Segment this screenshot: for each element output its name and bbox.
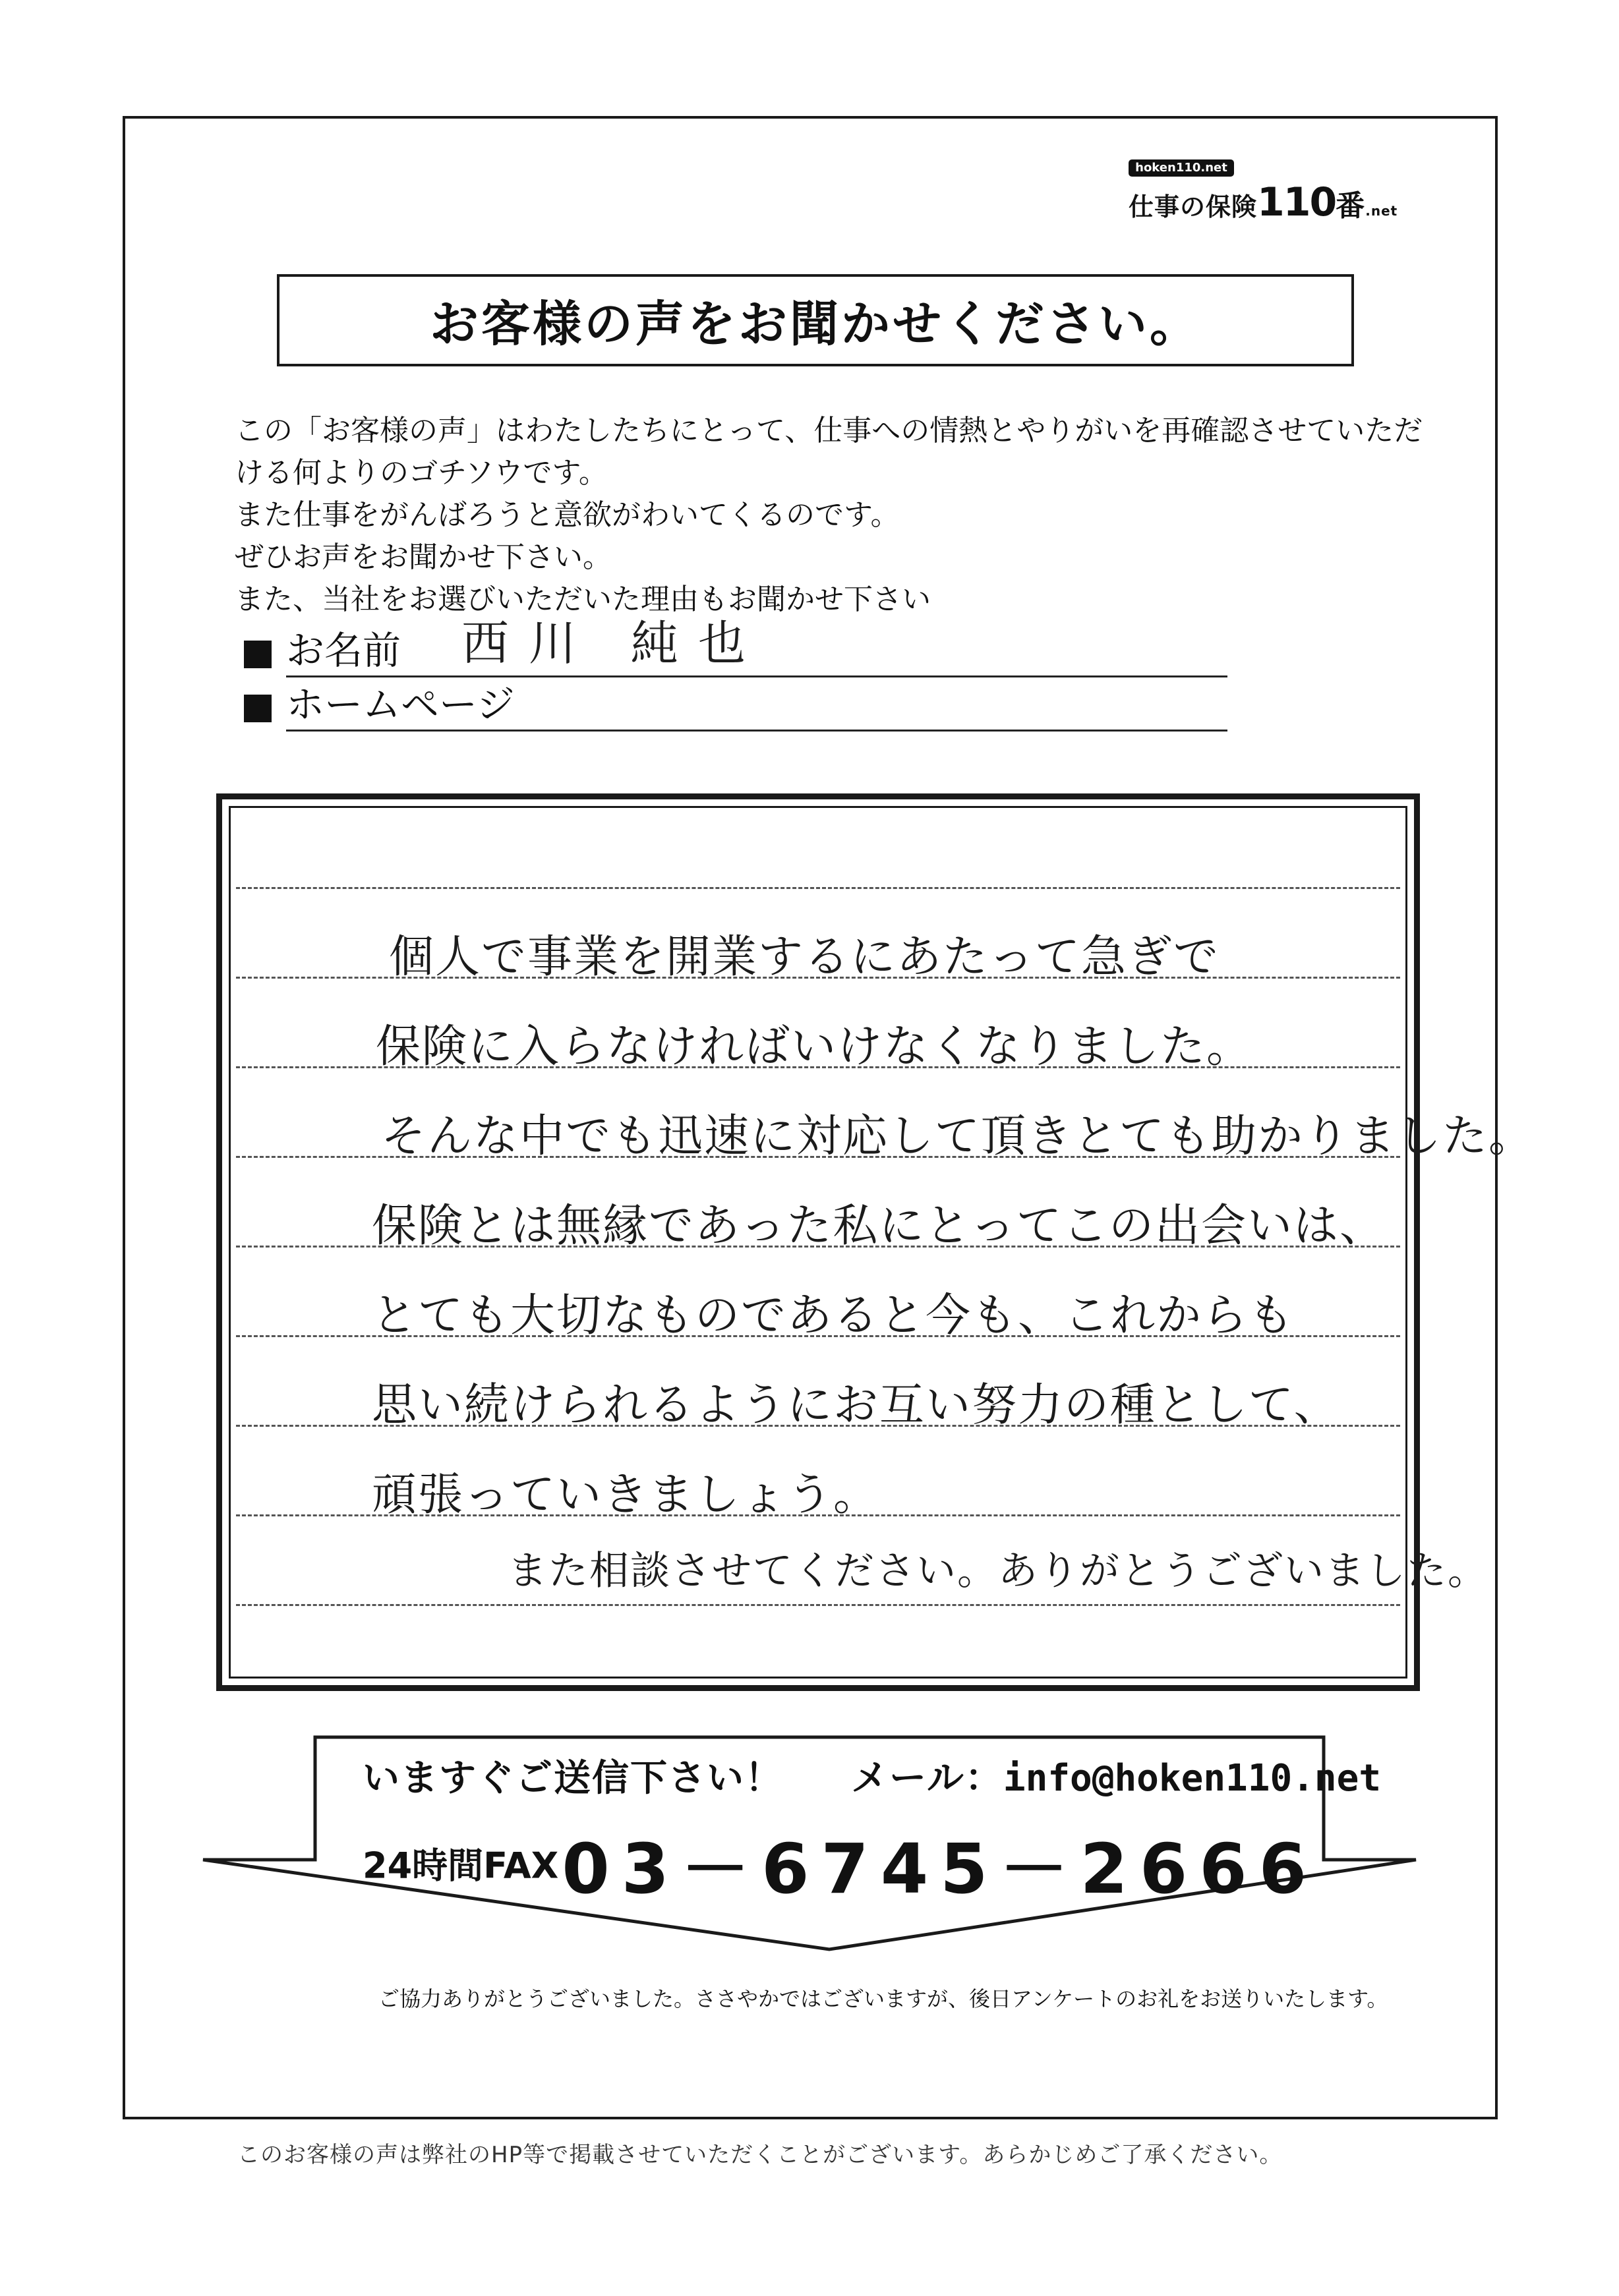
message-line: 保険に入らなければいけなくなりました。 — [376, 1021, 1253, 1073]
banner-line-fax — [363, 1814, 1318, 1912]
logo-main-text: 仕事の保険 — [1129, 192, 1258, 221]
contact-banner — [196, 1735, 1436, 1955]
intro-line: この「お客様の声」はわたしたちにとって、仕事への情熱とやりがいを再確認させていただ — [235, 414, 1423, 447]
logo-text — [1129, 179, 1398, 225]
logo-number: 110 — [1257, 179, 1336, 225]
message-line: 思い続けられるようにお互い努力の種として、 — [372, 1379, 1340, 1431]
logo-suffix: 番 — [1336, 189, 1366, 223]
message-inner-border — [229, 806, 1535, 1679]
ruled-line — [236, 1604, 1400, 1606]
homepage-label: ホームページ — [286, 682, 515, 727]
banner-line-email — [363, 1749, 1381, 1802]
name-label: お名前 — [286, 628, 401, 673]
bullet-square-icon — [244, 641, 272, 668]
message-line: 保険とは無縁であった私にとってこの出会いは、 — [372, 1200, 1386, 1252]
fax-label: 24時間FAX — [363, 1845, 559, 1887]
message-line: とても大切なものであると今も、これからも — [372, 1290, 1295, 1342]
ruled-line — [236, 887, 1400, 889]
message-box[interactable] — [216, 793, 1535, 1691]
intro-line: また仕事をがんばろうと意欲がわいてくるのです。 — [235, 498, 900, 532]
page-title: お客様の声をお聞かせください。 — [277, 274, 1354, 366]
fax-number[interactable]: 03－6745－2666 — [562, 1829, 1318, 1909]
name-value: 西川 純也 — [461, 616, 765, 671]
name-field[interactable] — [244, 616, 1227, 677]
homepage-field[interactable] — [244, 676, 1227, 732]
logo-net: .net — [1365, 203, 1398, 219]
homepage-underline — [286, 730, 1227, 732]
intro-text — [235, 410, 1423, 621]
company-logo — [1129, 159, 1427, 225]
message-line: 個人で事業を開業するにあたって急ぎで — [389, 931, 1220, 983]
bullet-square-icon — [244, 695, 272, 722]
intro-line: また、当社をお選びいただいた理由もお聞かせ下さい — [235, 583, 931, 616]
message-line: また相談させてください。ありがとうございました。 — [508, 1548, 1488, 1594]
message-line: 頑張っていきましょう。 — [372, 1469, 880, 1521]
message-line: そんな中でも迅速に対応して頂きとても助かりました。 — [381, 1110, 1535, 1162]
footer-note: このお客様の声は弊社のHP等で掲載させていただくことがございます。あらかじめご了承ください。 — [237, 2142, 1283, 2168]
mail-label: メール： — [851, 1757, 1003, 1800]
logo-domain: hoken110.net — [1129, 159, 1234, 177]
send-now-text: いますぐご送信下さい！ — [363, 1757, 783, 1800]
thanks-note: ご協力ありがとうございました。ささやかではございますが、後日アンケートのお礼をお送りいたします。 — [378, 1986, 1388, 2011]
intro-line: ぜひお声をお聞かせ下さい。 — [235, 540, 612, 574]
intro-line: ける何よりのゴチソウです。 — [235, 456, 608, 490]
email-link[interactable]: info@hoken110.net — [1003, 1757, 1382, 1800]
